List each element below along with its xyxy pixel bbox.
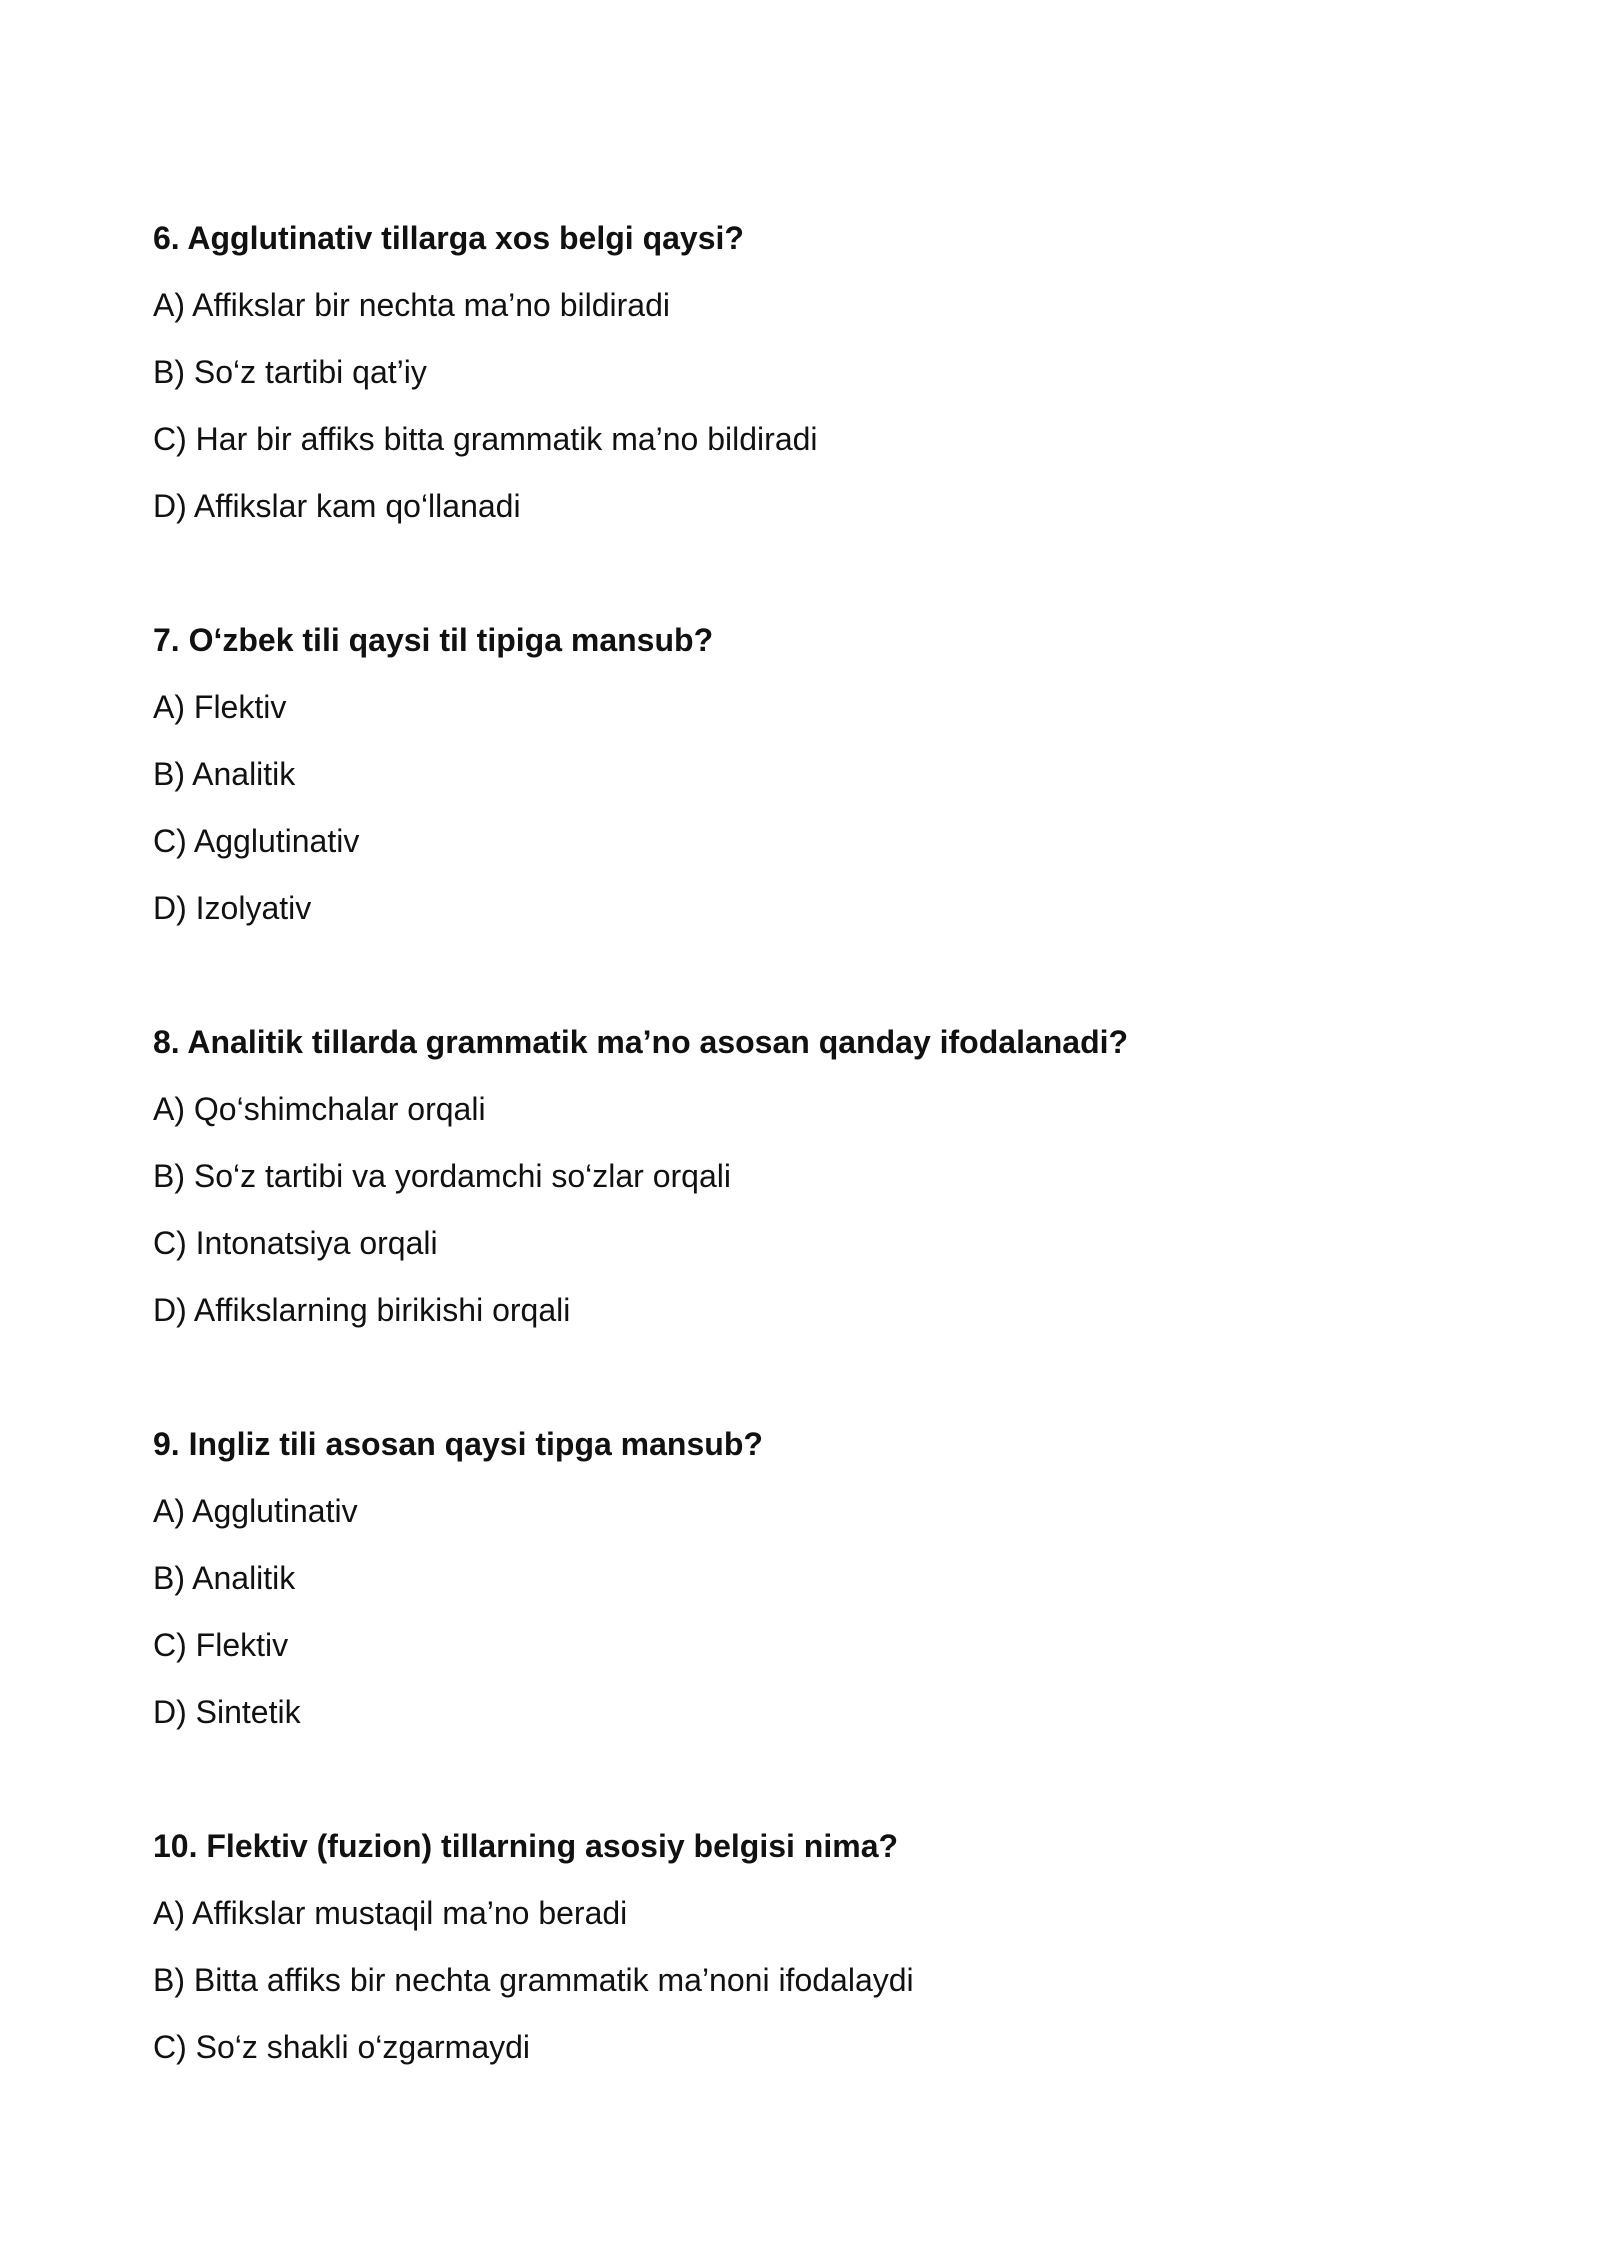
option-c: C) Agglutinativ [153, 823, 360, 859]
option-b: B) Bitta affiks bir nechta grammatik ma’noni ifodalaydi [153, 1962, 914, 1998]
option-b: B) So‘z tartibi va yordamchi so‘zlar orqali [153, 1158, 731, 1194]
question-title: 6. Agglutinativ tillarga xos belgi qaysi? [153, 220, 744, 256]
option-d: D) Affikslar kam qo‘llanadi [153, 488, 521, 524]
option-a: A) Agglutinativ [153, 1493, 358, 1529]
question-6 [153, 216, 1453, 551]
option-b: B) So‘z tartibi qat’iy [153, 354, 427, 390]
option-c: C) Flektiv [153, 1627, 289, 1663]
question-title: 9. Ingliz tili asosan qaysi tipga mansub? [153, 1426, 763, 1462]
option-d: D) Affikslarning birikishi orqali [153, 1292, 571, 1328]
option-c: C) Har bir affiks bitta grammatik ma’no bildiradi [153, 421, 818, 457]
option-d: D) Sintetik [153, 1694, 301, 1730]
question-title: 7. O‘zbek tili qaysi til tipiga mansub? [153, 622, 714, 658]
option-a: A) Affikslar mustaqil ma’no beradi [153, 1895, 628, 1931]
question-title: 10. Flektiv (fuzion) tillarning asosiy belgisi nima? [153, 1828, 899, 1864]
option-b: B) Analitik [153, 1560, 296, 1596]
question-7 [153, 618, 1453, 953]
option-c: C) Intonatsiya orqali [153, 1225, 438, 1261]
question-8 [153, 1020, 1453, 1355]
option-a: A) Affikslar bir nechta ma’no bildiradi [153, 287, 670, 323]
option-b: B) Analitik [153, 756, 296, 792]
option-a: A) Qo‘shimchalar orqali [153, 1091, 486, 1127]
option-a: A) Flektiv [153, 689, 287, 725]
question-10 [153, 1824, 1453, 2092]
option-c: C) So‘z shakli o‘zgarmaydi [153, 2029, 531, 2065]
question-9 [153, 1422, 1453, 1757]
question-title: 8. Analitik tillarda grammatik ma’no asosan qanday ifodalanadi? [153, 1024, 1129, 1060]
option-d: D) Izolyativ [153, 890, 312, 926]
